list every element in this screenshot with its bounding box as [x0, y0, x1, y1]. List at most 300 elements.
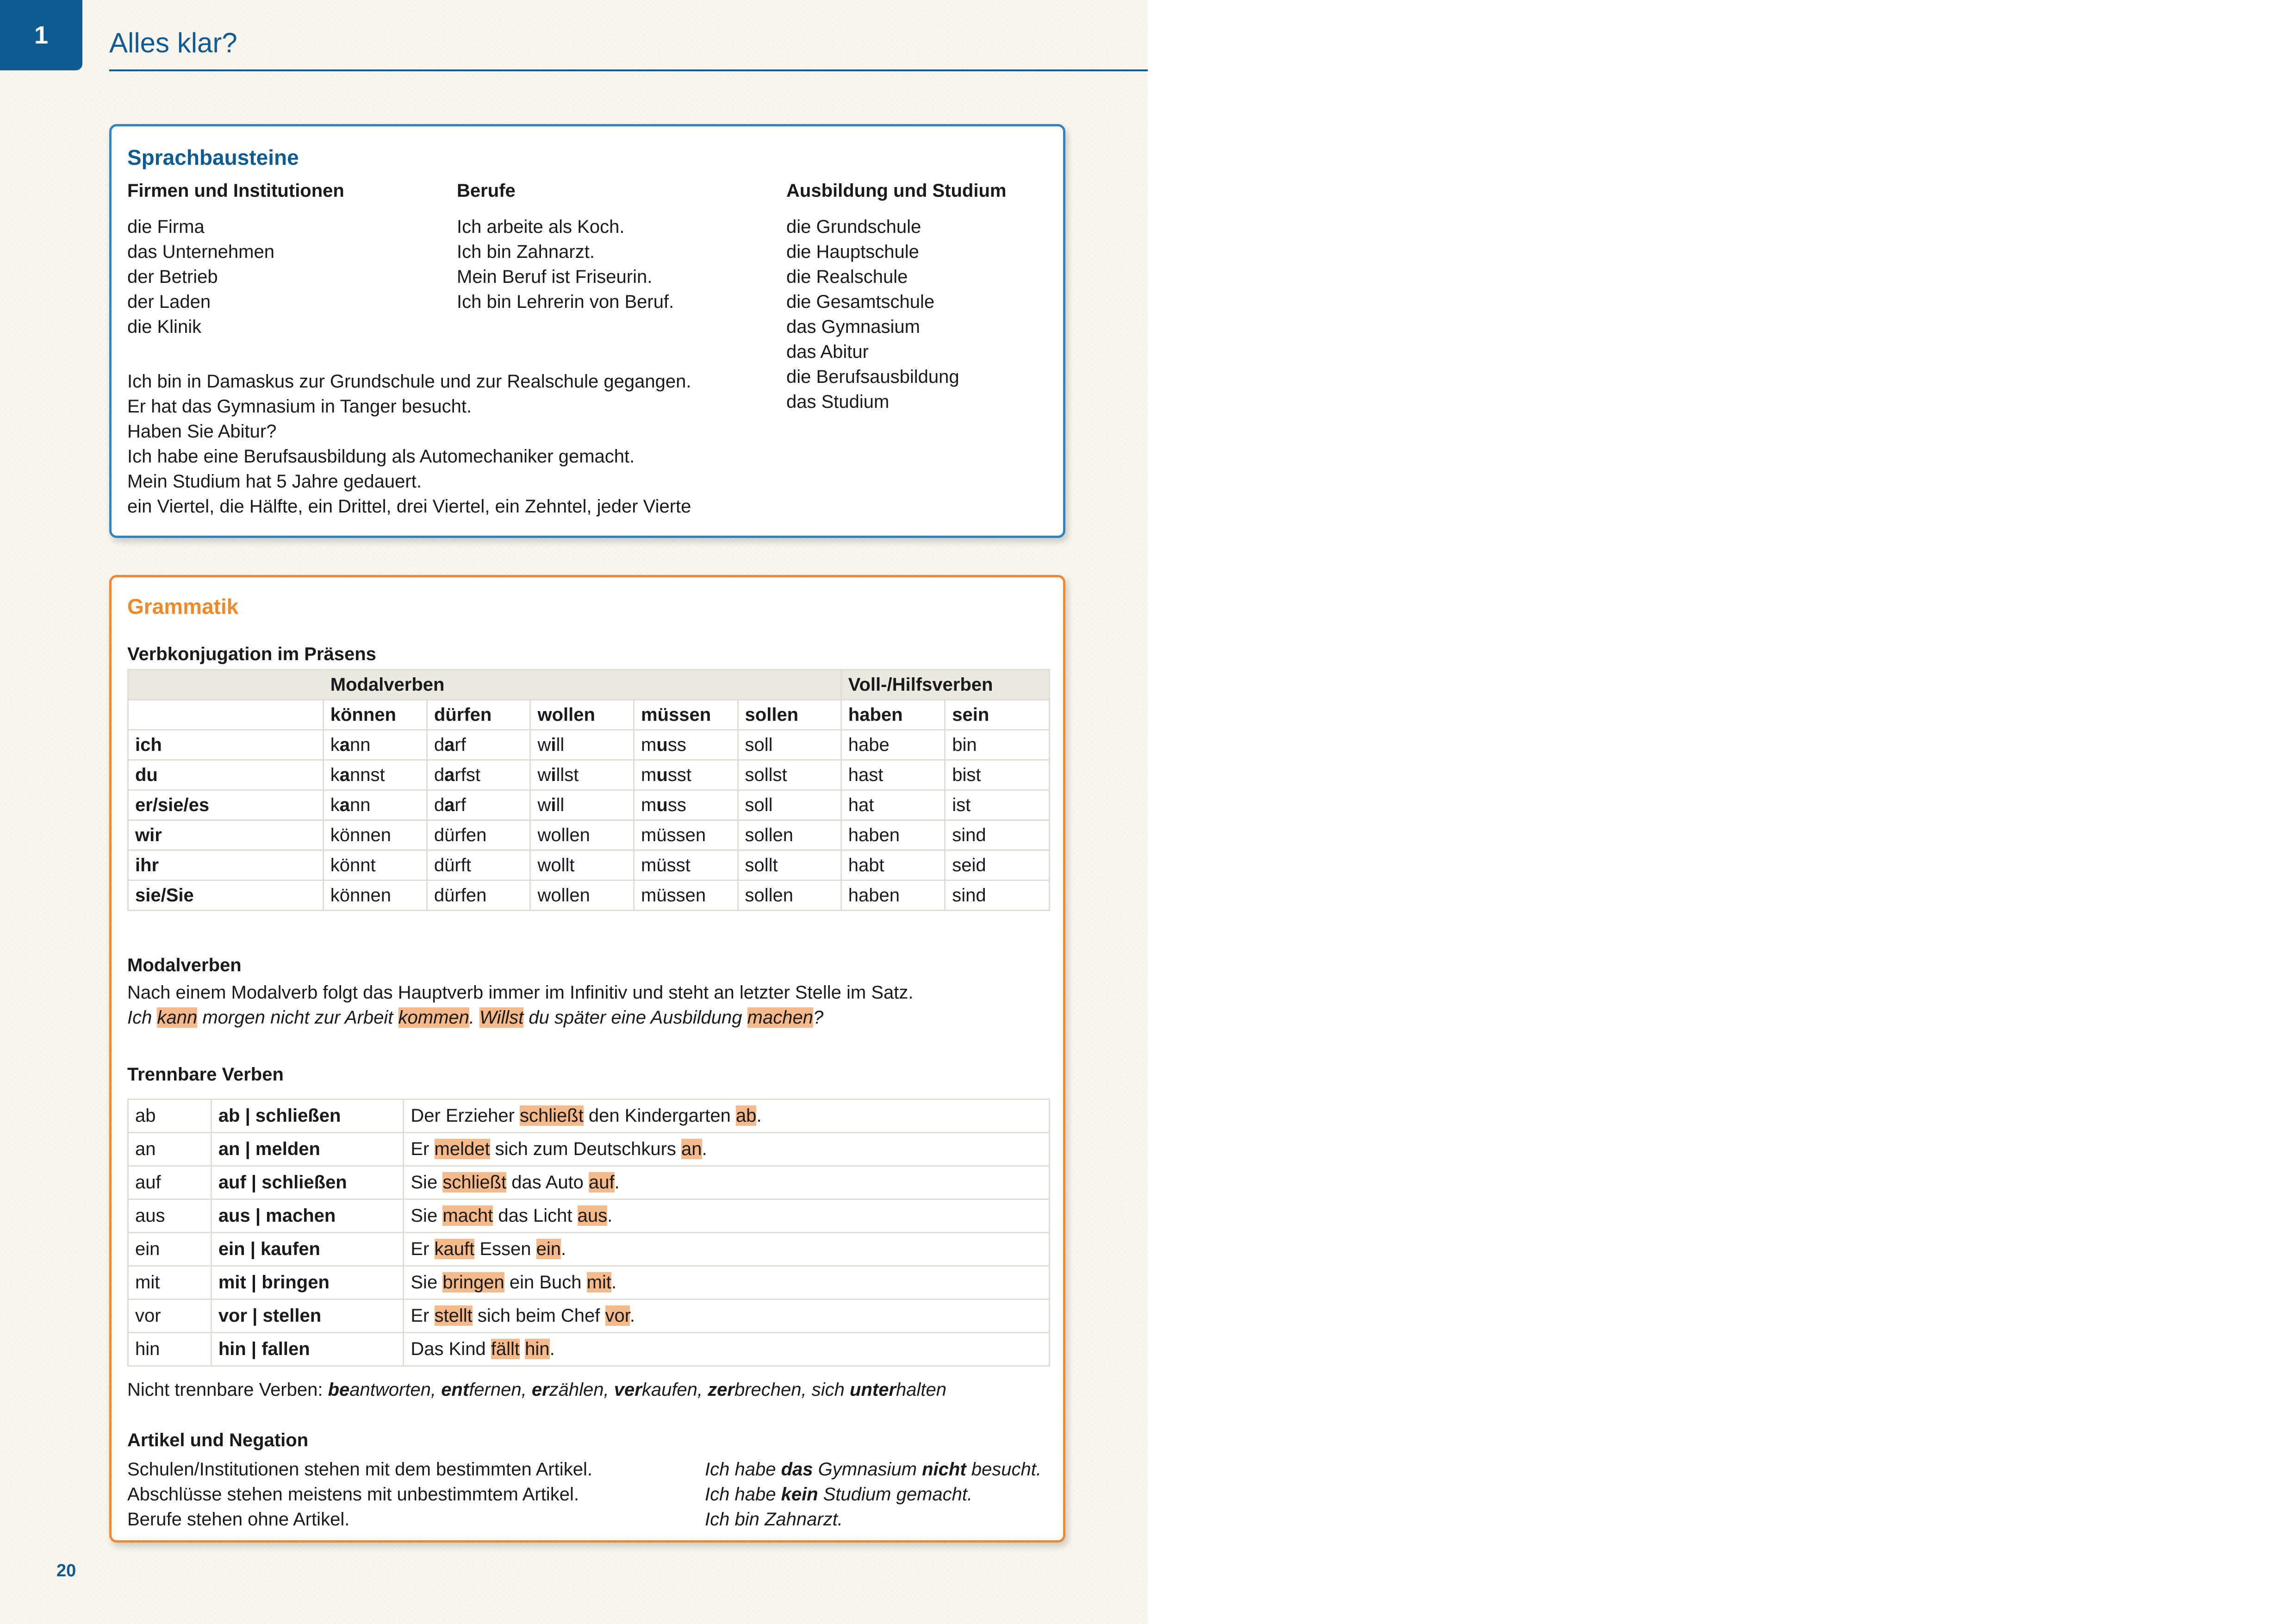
page-title: Alles klar?: [109, 27, 237, 58]
column-item: der Betrieb: [127, 267, 218, 287]
article-rule: Abschlüsse stehen meistens mit unbestimmtem Artikel.: [127, 1484, 579, 1505]
verb-cell: aus | machen: [211, 1199, 404, 1233]
form-stem: ist: [952, 794, 971, 815]
example-sentence: Ich habe eine Berufsausbildung als Automechaniker gemacht.: [127, 446, 635, 467]
example-sentence: Er hat das Gymnasium in Tanger besucht.: [127, 396, 472, 417]
form-cell: [323, 760, 427, 790]
example-text: das Auto: [506, 1172, 589, 1193]
chapter-tab: 1: [0, 0, 82, 70]
highlight-part: ein: [536, 1239, 561, 1259]
prefix-cell: ab: [128, 1099, 212, 1133]
form-vowel: u: [656, 794, 668, 815]
highlight-part: stellt: [434, 1305, 473, 1326]
form-cell: [738, 820, 841, 850]
form-stem: können: [330, 824, 391, 845]
form-ending: sst: [667, 764, 691, 785]
conjugation-row: [128, 820, 1050, 850]
pronoun-cell: wir: [128, 820, 324, 850]
article-rule: Berufe stehen ohne Artikel.: [127, 1509, 350, 1530]
form-cell: [738, 881, 841, 911]
example-sentence: ein Viertel, die Hälfte, ein Drittel, drei Viertel, ein Zehntel, jeder Vierte: [127, 496, 691, 517]
prefix-cell: vor: [128, 1299, 212, 1333]
form-cell: [323, 730, 427, 760]
form-cell: [530, 730, 634, 760]
form-stem: sollen: [745, 824, 794, 845]
article-example: [705, 1482, 1041, 1507]
form-cell: [323, 850, 427, 881]
conjugation-heading: Verbkonjugation im Präsens: [127, 644, 376, 664]
example-text: Ich habe: [705, 1484, 781, 1505]
highlight-part: bringen: [442, 1272, 504, 1293]
conjugation-row: [128, 850, 1050, 881]
title-rule: [109, 69, 1148, 71]
pronoun-cell: ihr: [128, 850, 324, 881]
emphasis: kein: [781, 1484, 818, 1505]
column-items: [786, 214, 1006, 414]
verb-rest: kaufen: [641, 1380, 697, 1400]
form-vowel: a: [339, 734, 350, 755]
verb-cell: vor | stellen: [211, 1299, 404, 1333]
form-vowel: i: [551, 734, 556, 755]
column-item: die Gesamtschule: [786, 292, 935, 312]
example-text: ein Buch: [504, 1272, 587, 1293]
form-stem: dürfen: [434, 824, 487, 845]
example-cell: [404, 1099, 1050, 1133]
column-heading: Berufe: [457, 181, 516, 201]
modal-rule: Nach einem Modalverb folgt das Hauptverb immer im Infinitiv und steht an letzter Stelle im Satz.: [127, 982, 914, 1003]
form-cell: [841, 790, 945, 820]
form-cell: [323, 790, 427, 820]
form-cell: [945, 820, 1050, 850]
example-text: .: [561, 1239, 566, 1259]
articles-examples: [705, 1457, 1041, 1532]
vollverben-group-label: Voll-/Hilfsverben: [841, 670, 1049, 700]
example-text: Sie: [411, 1172, 443, 1193]
article-rule: Schulen/Institutionen stehen mit dem bestimmten Artikel.: [127, 1459, 592, 1480]
conjugation-row: [128, 790, 1050, 820]
form-cell: [323, 820, 427, 850]
form-stem: w: [537, 794, 551, 815]
form-cell: [945, 850, 1050, 881]
grammatik-box: [109, 575, 1065, 1543]
form-cell: [634, 820, 738, 850]
column-items: [127, 214, 344, 339]
column-berufe: [457, 178, 674, 314]
column-item: die Klinik: [127, 317, 202, 337]
form-cell: [738, 730, 841, 760]
form-cell: [427, 850, 530, 881]
example-text: Gymnasium: [813, 1459, 922, 1480]
form-stem: d: [434, 794, 445, 815]
form-cell: [530, 881, 634, 911]
conjugation-row: [128, 730, 1050, 760]
non-separable-verb: [614, 1380, 697, 1400]
separable-heading: Trennbare Verben: [127, 1064, 284, 1085]
articles-rules: [127, 1457, 592, 1532]
pronoun-cell: er/sie/es: [128, 790, 324, 820]
example-text: .: [629, 1305, 635, 1326]
form-cell: [634, 790, 738, 820]
verb-prefix: zer: [708, 1380, 734, 1400]
conjugation-group-row: [128, 670, 1050, 700]
example-text: du später eine Ausbildung: [523, 1007, 747, 1028]
form-stem: müsst: [641, 855, 691, 875]
prefix-cell: mit: [128, 1266, 212, 1299]
form-ending: ll: [556, 734, 565, 755]
page-number: 20: [56, 1561, 76, 1580]
form-stem: hat: [848, 794, 874, 815]
column-item: Ich arbeite als Koch.: [457, 217, 625, 237]
separable-row: [128, 1199, 1050, 1233]
form-vowel: u: [656, 764, 668, 785]
prefix-cell: an: [128, 1133, 212, 1166]
example-text: Ich: [127, 1007, 157, 1028]
form-cell: [323, 881, 427, 911]
example-text: morgen nicht zur Arbeit: [197, 1007, 398, 1028]
form-cell: [738, 850, 841, 881]
non-separable-verb: [532, 1380, 604, 1400]
form-ending: ll: [556, 794, 565, 815]
form-stem: habt: [848, 855, 884, 875]
form-cell: [427, 730, 530, 760]
highlight-part: kauft: [434, 1239, 475, 1259]
column-item: die Berufsausbildung: [786, 367, 959, 387]
form-stem: d: [434, 734, 445, 755]
modal-example-text: [127, 1007, 823, 1028]
example-text: sich zum Deutschkurs: [490, 1139, 682, 1159]
form-stem: sollen: [745, 885, 794, 906]
column-item: Ich bin Lehrerin von Beruf.: [457, 292, 674, 312]
verb-cell: mit | bringen: [211, 1266, 404, 1299]
form-cell: [841, 730, 945, 760]
modal-example: [127, 1005, 823, 1030]
form-stem: w: [537, 734, 551, 755]
column-heading: Ausbildung und Studium: [786, 181, 1007, 201]
verb-cell: hin | fallen: [211, 1333, 404, 1366]
form-ending: rf: [454, 794, 466, 815]
verb-prefix: ver: [614, 1380, 642, 1400]
form-stem: bin: [952, 734, 977, 755]
verb-header: dürfen: [427, 700, 530, 730]
column-item: die Realschule: [786, 267, 908, 287]
verb-header: sollen: [738, 700, 841, 730]
example-cell: [404, 1166, 1050, 1199]
pronoun-cell: sie/Sie: [128, 881, 324, 911]
example-text: .: [611, 1272, 617, 1293]
verb-header: sein: [945, 700, 1050, 730]
column-item: das Unternehmen: [127, 242, 274, 262]
form-stem: bist: [952, 764, 981, 785]
conjugation-row: [128, 760, 1050, 790]
verb-rest: antworten: [349, 1380, 431, 1400]
example-text: den Kindergarten: [583, 1106, 736, 1126]
form-stem: haben: [848, 885, 900, 906]
form-vowel: i: [551, 764, 556, 785]
highlight-verb: machen: [747, 1007, 813, 1028]
verb-plain: sich: [811, 1380, 850, 1400]
form-cell: [427, 881, 530, 911]
highlight-part: auf: [589, 1172, 615, 1193]
example-text: Er: [411, 1239, 435, 1259]
sprachbausteine-title: Sprachbausteine: [127, 145, 299, 169]
prefix-cell: ein: [128, 1233, 212, 1266]
prefix-cell: auf: [128, 1166, 212, 1199]
form-vowel: i: [551, 794, 556, 815]
column-heading: Firmen und Institutionen: [127, 181, 344, 201]
form-cell: [427, 820, 530, 850]
articles-heading: Artikel und Negation: [127, 1430, 309, 1450]
separable-table: [127, 1099, 1050, 1367]
verb-cell: an | melden: [211, 1133, 404, 1166]
column-items: [457, 214, 674, 314]
form-stem: können: [330, 885, 391, 906]
article-example: [705, 1457, 1041, 1482]
verb-cell: ein | kaufen: [211, 1233, 404, 1266]
separable-row: [128, 1333, 1050, 1366]
form-cell: [841, 881, 945, 911]
form-stem: wollen: [537, 885, 590, 906]
form-cell: [634, 730, 738, 760]
separable-row: [128, 1266, 1050, 1299]
example-cell: [404, 1133, 1050, 1166]
form-stem: dürft: [434, 855, 471, 875]
example-sentence: Ich bin in Damaskus zur Grundschule und zur Realschule gegangen.: [127, 371, 691, 392]
column-firmen: [127, 178, 344, 339]
pronoun-cell: ich: [128, 730, 324, 760]
form-stem: sollst: [745, 764, 787, 785]
verb-cell: ab | schließen: [211, 1099, 404, 1133]
highlight-verb: kommen: [398, 1007, 469, 1028]
form-cell: [634, 760, 738, 790]
highlight-part: an: [681, 1139, 702, 1159]
form-cell: [945, 760, 1050, 790]
pronoun-cell: du: [128, 760, 324, 790]
verb-rest: halten: [896, 1380, 947, 1400]
separable-row: [128, 1166, 1050, 1199]
non-separable-verb: [708, 1380, 801, 1400]
modal-heading: Modalverben: [127, 955, 242, 975]
form-cell: [530, 760, 634, 790]
form-stem: sollt: [745, 855, 778, 875]
highlight-part: ab: [735, 1106, 757, 1126]
verb-rest: zählen: [549, 1380, 604, 1400]
highlight-part: schließt: [520, 1106, 584, 1126]
form-vowel: a: [444, 734, 455, 755]
example-text: besucht.: [966, 1459, 1041, 1480]
form-cell: [841, 850, 945, 881]
form-stem: wollt: [537, 855, 575, 875]
form-stem: m: [641, 794, 657, 815]
example-text: Sie: [411, 1206, 443, 1226]
example-text: .: [756, 1106, 762, 1126]
verb-header: müssen: [634, 700, 738, 730]
highlight-part: fällt: [491, 1339, 520, 1359]
example-text: .: [702, 1139, 707, 1159]
example-text: Ich habe: [705, 1459, 781, 1480]
example-text: Er: [411, 1139, 435, 1159]
highlight-verb: kann: [157, 1007, 198, 1028]
highlight-part: meldet: [434, 1139, 490, 1159]
form-stem: haben: [848, 824, 900, 845]
form-ending: llst: [556, 764, 579, 785]
example-sentence: Mein Studium hat 5 Jahre gedauert.: [127, 471, 422, 492]
form-cell: [530, 790, 634, 820]
example-cell: [404, 1233, 1050, 1266]
example-text: .: [469, 1007, 480, 1028]
verb-prefix: unter: [850, 1380, 896, 1400]
verb-header: können: [323, 700, 427, 730]
form-stem: m: [641, 764, 657, 785]
form-ending: rfst: [454, 764, 480, 785]
form-ending: ss: [667, 734, 686, 755]
verb-header: wollen: [530, 700, 634, 730]
separable-row: [128, 1299, 1050, 1333]
form-vowel: a: [444, 764, 455, 785]
form-cell: [945, 730, 1050, 760]
column-item: Mein Beruf ist Friseurin.: [457, 267, 653, 287]
example-text: .: [549, 1339, 555, 1359]
example-text: Der Erzieher: [411, 1106, 520, 1126]
verb-rest: fernen: [469, 1380, 522, 1400]
form-cell: [738, 790, 841, 820]
separable-row: [128, 1099, 1050, 1133]
prefix-cell: aus: [128, 1199, 212, 1233]
example-cell: [404, 1299, 1050, 1333]
separable-row: [128, 1233, 1050, 1266]
conjugation-row: [128, 881, 1050, 911]
emphasis: das: [781, 1459, 813, 1480]
form-stem: k: [330, 794, 340, 815]
modalverben-group-label: Modalverben: [323, 670, 841, 700]
form-stem: müssen: [641, 824, 706, 845]
form-stem: soll: [745, 734, 773, 755]
column-item: das Gymnasium: [786, 317, 920, 337]
form-stem: m: [641, 734, 657, 755]
form-stem: k: [330, 734, 340, 755]
form-ending: nn: [350, 734, 371, 755]
form-ending: ss: [667, 794, 686, 815]
column-item: die Firma: [127, 217, 205, 237]
column-item: die Hauptschule: [786, 242, 919, 262]
column-item: der Laden: [127, 292, 211, 312]
example-text: .: [614, 1172, 620, 1193]
example-sentences: [127, 369, 691, 519]
example-sentence: Haben Sie Abitur?: [127, 421, 277, 442]
form-vowel: a: [339, 764, 350, 785]
example-cell: [404, 1266, 1050, 1299]
non-separable-verb: [441, 1380, 521, 1400]
article-example: [705, 1507, 1041, 1532]
example-cell: [404, 1199, 1050, 1233]
verb-cell: auf | schließen: [211, 1166, 404, 1199]
form-stem: sind: [952, 885, 986, 906]
form-stem: soll: [745, 794, 773, 815]
example-text: Das Kind: [411, 1339, 491, 1359]
verb-rest: brechen: [734, 1380, 802, 1400]
form-cell: [427, 790, 530, 820]
verb-prefix: ent: [441, 1380, 469, 1400]
column-item: das Abitur: [786, 342, 869, 362]
sprachbausteine-box: [109, 124, 1065, 538]
form-stem: w: [537, 764, 551, 785]
form-stem: k: [330, 764, 340, 785]
form-stem: müssen: [641, 885, 706, 906]
non-separable-verb: [328, 1380, 431, 1400]
non-separable-line: Nicht trennbare Verben: beantworten, entfernen, erzählen, verkaufen, zerbrechen, sich unterhalten: [127, 1380, 947, 1400]
example-text: sich beim Chef: [472, 1305, 605, 1326]
grammatik-title: Grammatik: [127, 594, 239, 618]
form-cell: [427, 760, 530, 790]
form-stem: sind: [952, 824, 986, 845]
highlight-verb: Willst: [479, 1007, 524, 1028]
form-cell: [945, 881, 1050, 911]
separable-row: [128, 1133, 1050, 1166]
example-text: ?: [813, 1007, 824, 1028]
form-cell: [530, 850, 634, 881]
form-cell: [634, 850, 738, 881]
column-item: das Studium: [786, 392, 890, 412]
form-cell: [841, 820, 945, 850]
highlight-part: vor: [605, 1305, 630, 1326]
verb-header: haben: [841, 700, 945, 730]
form-vowel: u: [656, 734, 668, 755]
form-ending: rf: [454, 734, 466, 755]
form-cell: [841, 760, 945, 790]
example-text: [520, 1339, 525, 1359]
form-vowel: a: [444, 794, 455, 815]
column-ausbildung: [786, 178, 1006, 414]
form-stem: wollen: [537, 824, 590, 845]
form-stem: könnt: [330, 855, 376, 875]
form-cell: [634, 881, 738, 911]
verb-prefix: be: [328, 1380, 350, 1400]
highlight-part: macht: [442, 1206, 493, 1226]
form-vowel: a: [339, 794, 350, 815]
example-text: Ich bin Zahnarzt.: [705, 1509, 843, 1530]
emphasis: nicht: [922, 1459, 966, 1480]
example-text: Er: [411, 1305, 435, 1326]
example-text: Sie: [411, 1272, 443, 1293]
conjugation-table: [127, 669, 1050, 911]
column-item: die Grundschule: [786, 217, 921, 237]
example-cell: [404, 1333, 1050, 1366]
example-text: .: [607, 1206, 613, 1226]
form-cell: [738, 760, 841, 790]
prefix-cell: hin: [128, 1333, 212, 1366]
example-text: Studium gemacht.: [818, 1484, 973, 1505]
form-stem: hast: [848, 764, 884, 785]
form-ending: nnst: [350, 764, 385, 785]
highlight-part: aus: [577, 1206, 608, 1226]
example-text: das Licht: [493, 1206, 578, 1226]
highlight-part: schließt: [442, 1172, 507, 1193]
form-stem: habe: [848, 734, 890, 755]
form-cell: [530, 820, 634, 850]
verb-header-row: [128, 700, 1050, 730]
form-cell: [945, 790, 1050, 820]
form-stem: dürfen: [434, 885, 487, 906]
highlight-part: mit: [586, 1272, 611, 1293]
highlight-part: hin: [525, 1339, 550, 1359]
verb-prefix: er: [531, 1380, 549, 1400]
example-text: Essen: [474, 1239, 536, 1259]
form-stem: seid: [952, 855, 986, 875]
non-separable-verb: [812, 1380, 946, 1400]
form-ending: nn: [350, 794, 371, 815]
non-separable-label: Nicht trennbare Verben:: [127, 1380, 328, 1400]
column-item: Ich bin Zahnarzt.: [457, 242, 595, 262]
form-stem: d: [434, 764, 445, 785]
